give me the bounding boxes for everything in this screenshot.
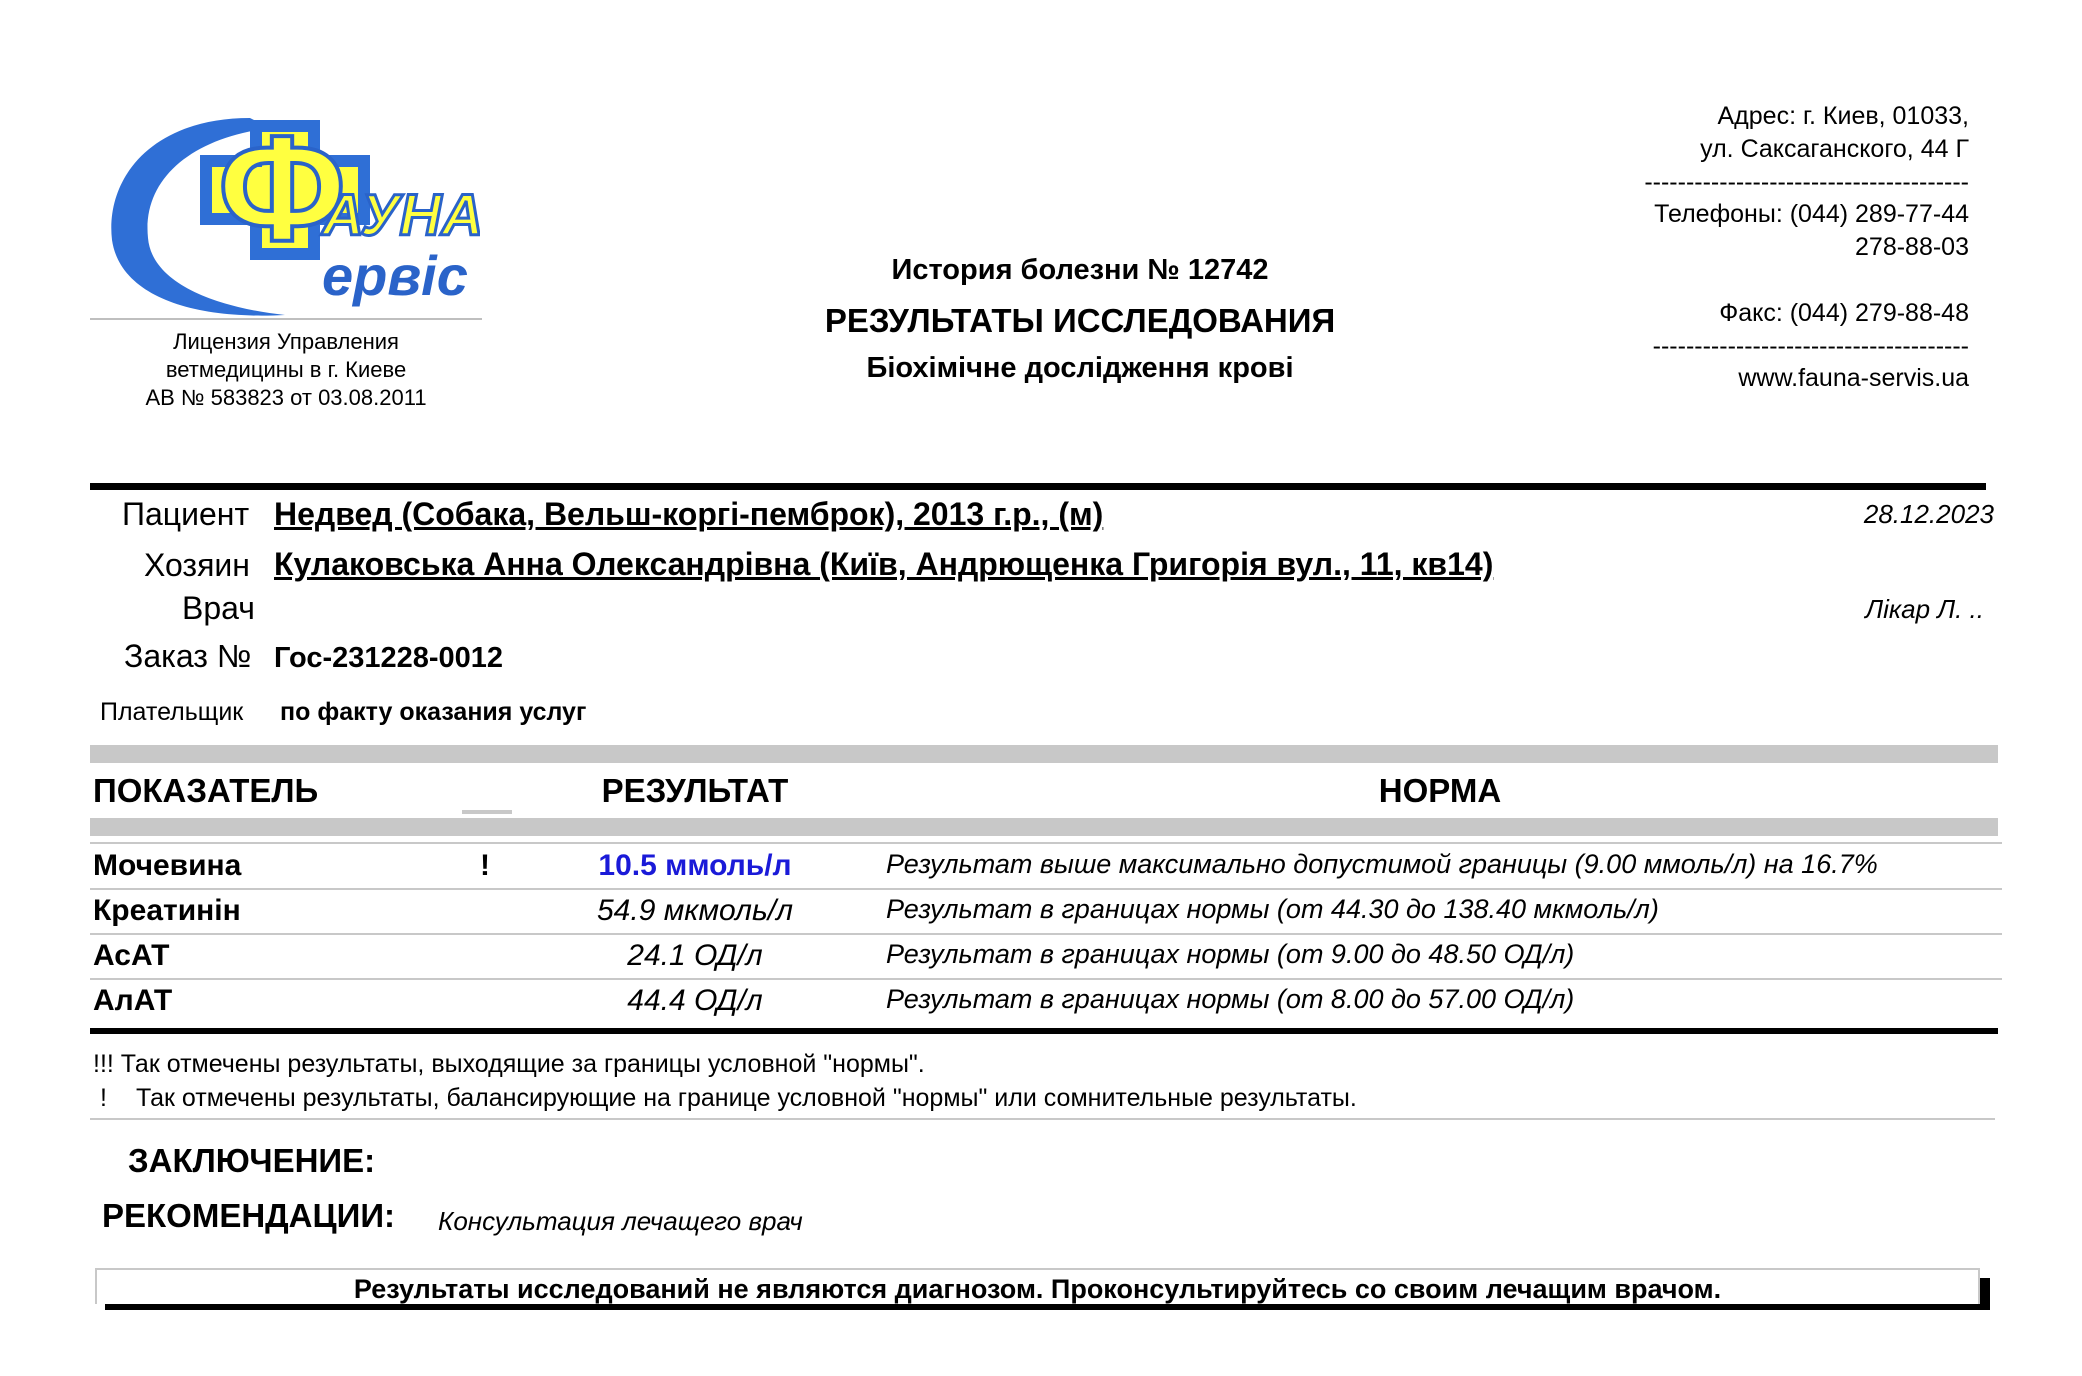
separator-1: --------------------------------------- bbox=[1644, 168, 1969, 196]
row-divider bbox=[90, 842, 2002, 844]
legend-divider bbox=[90, 1118, 1995, 1120]
recommendations-value: Консультация лечащего врач bbox=[438, 1206, 803, 1236]
report-subtitle: Біохімічне дослідження крові bbox=[866, 352, 1294, 384]
row-flag: ! bbox=[480, 849, 490, 882]
header-rule bbox=[90, 483, 1986, 490]
table-bottom-rule bbox=[90, 1028, 1998, 1034]
row-divider bbox=[90, 978, 2002, 980]
license-line-3: АВ № 583823 от 03.08.2011 bbox=[145, 385, 427, 410]
table-header-bottom-bar bbox=[90, 818, 1998, 836]
row-result: 10.5 ммоль/л bbox=[598, 849, 792, 882]
header-result: РЕЗУЛЬТАТ bbox=[601, 772, 789, 809]
disclaimer-shadow-bottom bbox=[105, 1304, 1985, 1310]
owner-value: Кулаковська Анна Олександрівна (Київ, Андрющенка Григорія вул., 11, кв14) bbox=[274, 546, 1494, 582]
row-indicator: Мочевина bbox=[93, 849, 242, 882]
header-flag-marker bbox=[462, 810, 512, 814]
license-line-1: Лицензия Управления bbox=[173, 329, 399, 354]
header-indicator: ПОКАЗАТЕЛЬ bbox=[93, 772, 319, 809]
row-result: 24.1 ОД/л bbox=[627, 939, 763, 972]
patient-label: Пациент bbox=[122, 496, 250, 532]
report-date: 28.12.2023 bbox=[1863, 499, 1994, 529]
payer-label: Плательщик bbox=[100, 698, 244, 726]
order-label: Заказ № bbox=[124, 638, 252, 674]
website[interactable]: www.fauna-servis.ua bbox=[1738, 364, 1969, 392]
separator-2: -------------------------------------- bbox=[1652, 332, 1969, 360]
address-line-1: Адрес: г. Киев, 01033, bbox=[1717, 102, 1969, 130]
phones-line-1: Телефоны: (044) 289-77-44 bbox=[1654, 200, 1969, 228]
row-indicator: АсАТ bbox=[93, 939, 170, 972]
table-top-bar bbox=[90, 745, 1998, 763]
legend-mark-2: ! bbox=[100, 1084, 107, 1112]
row-divider bbox=[90, 888, 2002, 890]
disclaimer-box bbox=[95, 1268, 1980, 1304]
row-indicator: Креатинін bbox=[93, 894, 241, 927]
row-indicator: АлАТ bbox=[93, 984, 173, 1017]
conclusion-label: ЗАКЛЮЧЕНИЕ: bbox=[128, 1142, 376, 1179]
history-number: История болезни № 12742 bbox=[891, 254, 1269, 286]
logo-text-auna: АУНА bbox=[322, 183, 480, 248]
report-title: РЕЗУЛЬТАТЫ ИССЛЕДОВАНИЯ bbox=[824, 302, 1336, 339]
license-line-2: ветмедицины в г. Киеве bbox=[165, 357, 407, 382]
row-norm: Результат в границах нормы (от 8.00 до 57.00 ОД/л) bbox=[886, 984, 1575, 1014]
disclaimer-shadow-right bbox=[1980, 1280, 1988, 1310]
disclaimer-text: Результаты исследований не являются диагнозом. Проконсультируйтесь со своим лечащим врачом. bbox=[353, 1274, 1722, 1304]
logo-graphic bbox=[100, 110, 480, 320]
clinic-logo bbox=[100, 110, 480, 320]
row-norm: Результат в границах нормы (от 9.00 до 48.50 ОД/л) bbox=[886, 939, 1575, 969]
logo-letter: Ф bbox=[218, 110, 347, 272]
row-norm: Результат выше максимально допустимой границы (9.00 ммоль/л) на 16.7% bbox=[886, 849, 1878, 879]
fax-line: Факс: (044) 279-88-48 bbox=[1719, 299, 1969, 327]
patient-value: Недвед (Собака, Вельш-коргі-пемброк), 2013 г.р., (м) bbox=[274, 496, 1104, 532]
address-line-2: ул. Саксаганского, 44 Г bbox=[1700, 135, 1969, 163]
row-divider bbox=[90, 933, 2002, 935]
phones-line-2: 278-88-03 bbox=[1855, 233, 1969, 261]
legend-line-2: Так отмечены результаты, балансирующие на границе условной "нормы" или сомнительные результаты. bbox=[136, 1084, 1357, 1112]
payer-value: по факту оказания услуг bbox=[280, 698, 587, 726]
row-norm: Результат в границах нормы (от 44.30 до 138.40 мкмоль/л) bbox=[886, 894, 1659, 924]
doctor-value: Лікар Л. .. bbox=[1865, 594, 1984, 624]
legend-line-1: !!! Так отмечены результаты, выходящие за границы условной "нормы". bbox=[93, 1050, 925, 1078]
doctor-label: Врач bbox=[182, 590, 255, 626]
header-norm: НОРМА bbox=[1378, 772, 1502, 809]
recommendations-label: РЕКОМЕНДАЦИИ: bbox=[102, 1197, 396, 1234]
order-value: Гос-231228-0012 bbox=[274, 642, 504, 674]
row-result: 54.9 мкмоль/л bbox=[597, 894, 793, 927]
row-result: 44.4 ОД/л bbox=[627, 984, 763, 1017]
owner-label: Хозяин bbox=[144, 547, 250, 583]
logo-text-servis: ервіс bbox=[322, 244, 468, 307]
